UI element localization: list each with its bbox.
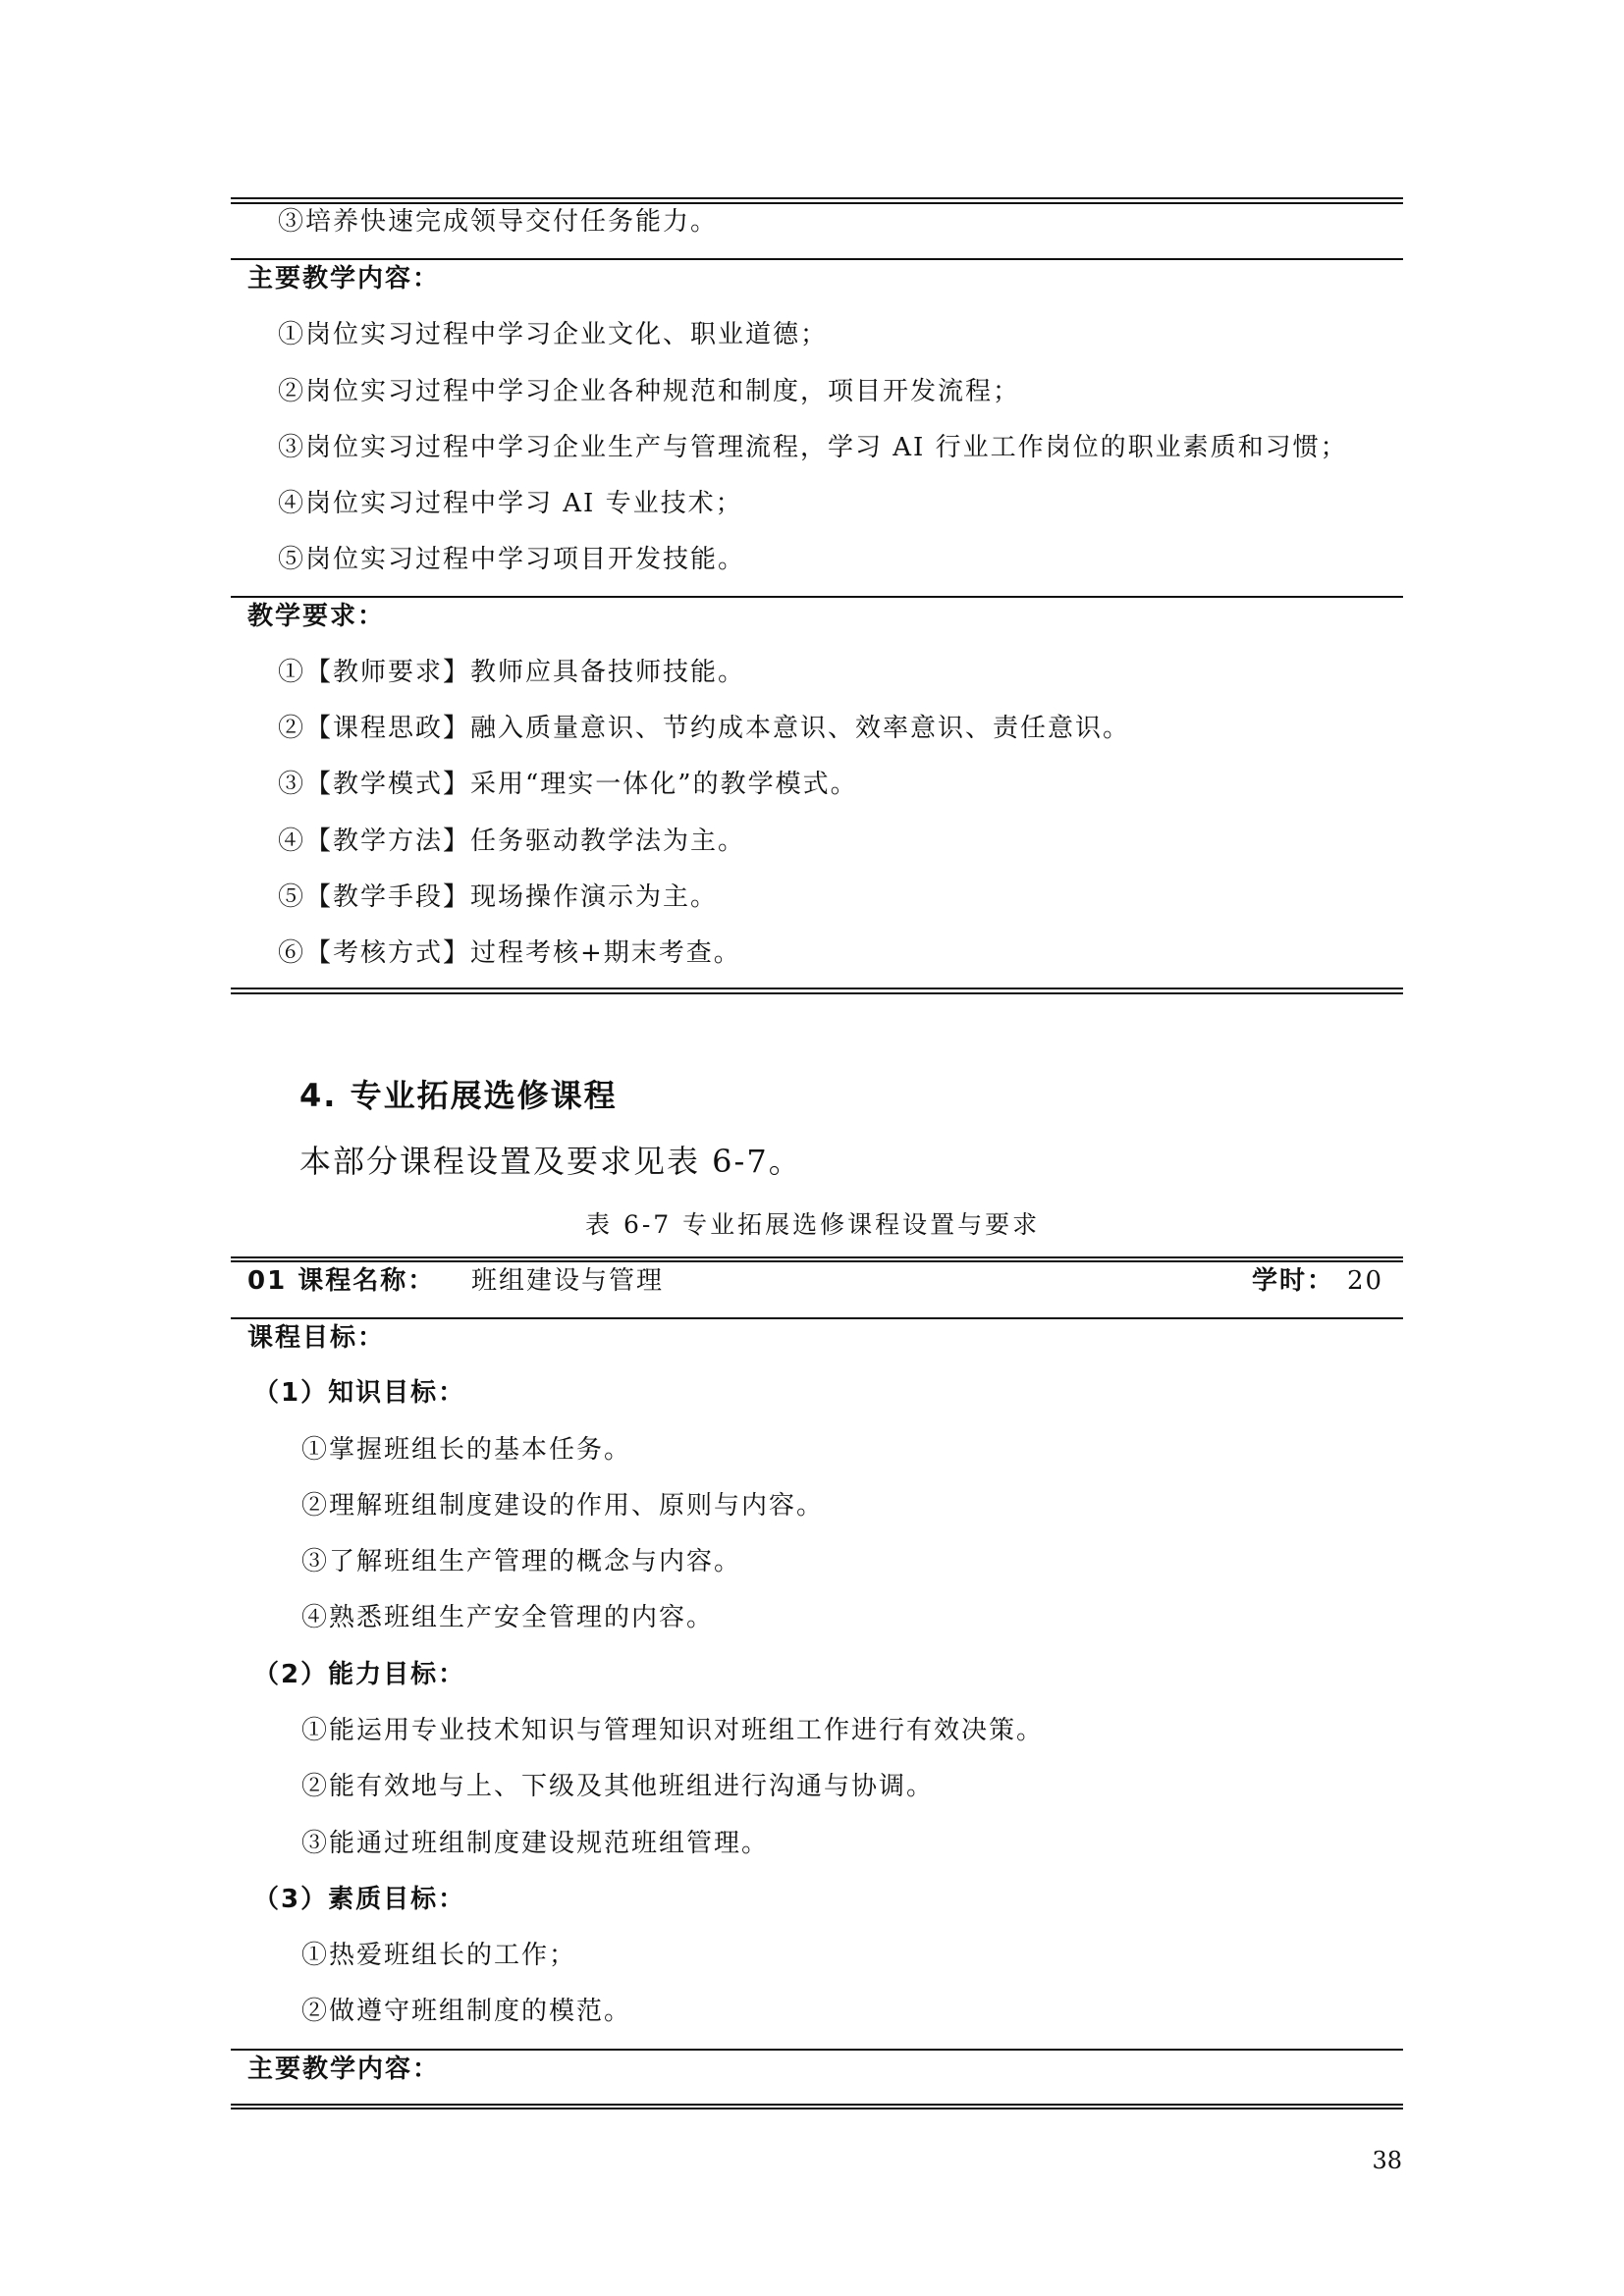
requirements-heading: 教学要求：: [247, 602, 386, 631]
knowledge-goals-heading: （1）知识目标：: [253, 1378, 466, 1408]
page-number: 38: [1372, 2147, 1402, 2174]
content-item: ②岗位实习过程中学习企业各种规范和制度，项目开发流程；: [278, 377, 1021, 406]
table-divider: [231, 2049, 1403, 2051]
section-intro: 本部分课程设置及要求见表 6-7。: [299, 1143, 802, 1180]
knowledge-item: ③了解班组生产管理的概念与内容。: [301, 1547, 742, 1576]
table-top-rule: [231, 197, 1403, 199]
goal-item: ③培养快速完成领导交付任务能力。: [278, 207, 719, 237]
table-divider: [231, 596, 1403, 598]
ability-item: ②能有效地与上、下级及其他班组进行沟通与协调。: [301, 1772, 935, 1801]
section-heading: 4. 专业拓展选修课程: [299, 1077, 618, 1114]
requirement-item: ②【课程思政】融入质量意识、节约成本意识、效率意识、责任意识。: [278, 714, 1131, 743]
course-table-top-rule: [231, 1256, 1403, 1258]
content-heading: 主要教学内容：: [247, 264, 441, 294]
ability-item: ③能通过班组制度建设规范班组管理。: [301, 1829, 770, 1858]
quality-item: ①热爱班组长的工作；: [301, 1941, 577, 1970]
course-table-top-rule-double: [231, 1260, 1403, 1262]
course-hours-label: 学时：: [1252, 1266, 1335, 1296]
quality-goals-heading: （3）素质目标：: [253, 1885, 466, 1914]
table-divider: [231, 1317, 1403, 1319]
course-table-bottom-rule-double: [231, 2108, 1403, 2109]
content-item: ⑤岗位实习过程中学习项目开发技能。: [278, 545, 746, 574]
knowledge-item: ①掌握班组长的基本任务。: [301, 1435, 632, 1465]
ability-goals-heading: （2）能力目标：: [253, 1660, 466, 1689]
course-hours-value: 20: [1347, 1266, 1384, 1296]
course-name-value: 班组建设与管理: [471, 1266, 665, 1296]
content-item: ③岗位实习过程中学习企业生产与管理流程，学习 AI 行业工作岗位的职业素质和习惯；: [278, 433, 1348, 462]
knowledge-item: ④熟悉班组生产安全管理的内容。: [301, 1603, 715, 1632]
ability-item: ①能运用专业技术知识与管理知识对班组工作进行有效决策。: [301, 1716, 1045, 1745]
content-item: ①岗位实习过程中学习企业文化、职业道德；: [278, 320, 829, 349]
table-top-rule-double: [231, 202, 1403, 204]
course-goals-heading: 课程目标：: [247, 1323, 386, 1353]
requirement-item: ③【教学模式】采用“理实一体化”的教学模式。: [278, 770, 858, 799]
requirement-item: ①【教师要求】教师应具备技师技能。: [278, 658, 746, 687]
table-caption: 表 6-7 专业拓展选修课程设置与要求: [585, 1210, 1041, 1239]
course-name-label: 01 课程名称：: [247, 1266, 436, 1296]
quality-item: ②做遵守班组制度的模范。: [301, 1997, 632, 2026]
table-bottom-rule: [231, 988, 1403, 989]
requirement-item: ⑥【考核方式】过程考核+期末考查。: [278, 938, 741, 968]
requirement-item: ④【教学方法】任务驱动教学法为主。: [278, 827, 746, 856]
table-bottom-rule-double: [231, 992, 1403, 994]
course-content-heading: 主要教学内容：: [247, 2055, 441, 2084]
requirement-item: ⑤【教学手段】现场操作演示为主。: [278, 882, 719, 912]
course-table-bottom-rule: [231, 2104, 1403, 2106]
course-header-row: [247, 1264, 1386, 1298]
knowledge-item: ②理解班组制度建设的作用、原则与内容。: [301, 1491, 825, 1521]
content-item: ④岗位实习过程中学习 AI 专业技术；: [278, 489, 743, 518]
table-divider: [231, 258, 1403, 260]
